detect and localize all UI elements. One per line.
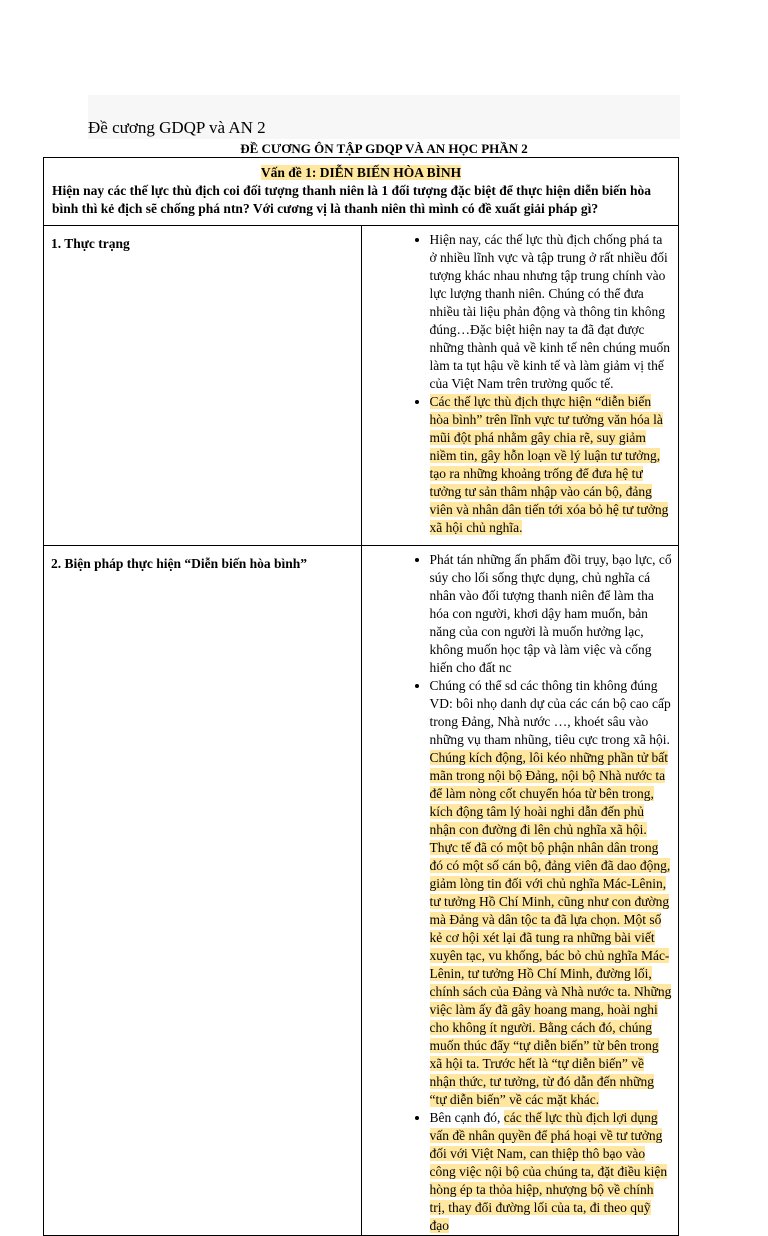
- bullet-list: [362, 231, 673, 537]
- bullet-item: [430, 551, 673, 677]
- topic-row: [44, 158, 679, 226]
- bullet-item: [430, 677, 673, 1109]
- bullet-text: Hiện nay, các thế lực thù địch chống phá ta ở nhiều lĩnh vực và tập trung ở rất nhiều đối tượng khác nhau nhưng tập trung chính vào lực lượng thanh niên. Chúng có thể đưa nhiều tài liệu phản động và thông tin không đúng…Đặc biệt hiện nay ta đã đạt được những thành quả về kinh tế nên chúng muốn làm ta tụt hậu về kinh tế và làm giảm vị thế của Việt Nam trên trường quốc tế.: [429, 232, 671, 391]
- bullet-list: [362, 551, 673, 1235]
- table-row: [44, 546, 679, 1236]
- bullet-text: Bên cạnh đó,: [429, 1110, 504, 1125]
- topic-title-text: Vấn đề 1: DIỄN BIẾN HÒA BÌNH: [260, 165, 462, 180]
- topic-title: [52, 164, 670, 181]
- row-content: [361, 226, 679, 546]
- topic-question: Hiện nay các thế lực thù địch coi đối tượng thanh niên là 1 đối tượng đặc biệt để thực hiện diễn biến hòa bình thì kẻ địch sẽ chống phá ntn? Với cương vị là thanh niên thì mình có đề xuất giải pháp gì?: [52, 183, 652, 216]
- table-row: [44, 226, 679, 546]
- main-heading: ĐỀ CƯƠNG ÔN TẬP GDQP VÀ AN HỌC PHẦN 2: [240, 141, 528, 156]
- bullet-highlighted-text: Các thế lực thù địch thực hiện “diễn biến hòa bình” trên lĩnh vực tư tưởng văn hóa là mũi đột phá nhằm gây chia rẽ, suy giảm niềm tin, gây hỗn loạn về lý luận tư tưởng, tạo ra những khoảng trống để đưa hệ tư tưởng tư sản thâm nhập vào cán bộ, đảng viên và nhân dân tiến tới xóa bỏ hệ tư tưởng xã hội chủ nghĩa.: [429, 394, 669, 535]
- document-title: Đề cương GDQP và AN 2: [88, 118, 266, 137]
- outline-table: [43, 157, 679, 1236]
- bullet-highlighted-text: Chúng kích động, lôi kéo những phần tử bất mãn trong nội bộ Đảng, nội bộ Nhà nước ta để làm nòng cốt chuyển hóa từ bên trong, kích động tâm lý hoài nghi dẫn đến phủ nhận con đường đi lên chủ nghĩa xã hội. Thực tế đã có một bộ phận nhân dân trong đó có một số cán bộ, đảng viên đã dao động, giảm lòng tin đối với chủ nghĩa Mác-Lênin, tư tưởng Hồ Chí Minh, cũng như con đường mà Đảng và dân tộc ta đã lựa chọn. Một số kẻ cơ hội xét lại đã tung ra những bài viết xuyên tạc, vu khống, bác bỏ chủ nghĩa Mác-Lênin, tư tưởng Hồ Chí Minh, đường lối, chính sách của Đảng và Nhà nước ta. Những việc làm ấy đã gây hoang mang, hoài nghi cho không ít người. Bằng cách đó, chúng muốn thúc đẩy “tự diễn biến” từ bên trong xã hội ta. Trước hết là “tự diễn biến” về nhận thức, tư tưởng, từ đó dẫn đến những “tự diễn biến” về các mặt khác.: [429, 750, 672, 1107]
- bullet-text: Chúng có thể sd các thông tin không đúng VD: bôi nhọ danh dự của các cán bộ cao cấp trong Đảng, Nhà nước …, khoét sâu vào những vụ tham nhũng, tiêu cực trong xã hội.: [429, 678, 671, 747]
- bullet-item: [430, 1109, 673, 1235]
- bullet-highlighted-text: các thế lực thù địch lợi dụng vấn đề nhân quyền để phá hoại về tư tưởng đối với Việt Nam, can thiệp thô bạo vào công việc nội bộ của chúng ta, đặt điều kiện hòng ép ta thỏa hiệp, nhượng bộ về chính trị, thay đổi đường lối của ta, đi theo quỹ đạo: [429, 1110, 668, 1233]
- row-label: 1. Thực trạng: [44, 226, 362, 546]
- bullet-item: [430, 231, 673, 393]
- row-content: [361, 546, 679, 1236]
- row-label: 2. Biện pháp thực hiện “Diễn biến hòa bình”: [44, 546, 362, 1236]
- topic-cell: [44, 158, 679, 226]
- bullet-text: Phát tán những ấn phẩm đồi trụy, bạo lực, cổ súy cho lối sống thực dụng, chủ nghĩa cá nhân vào đối tượng thanh niên để làm tha hóa con người, khơi dậy ham muốn, bản năng của con người là muốn hưởng lạc, không muốn học tập và làm việc và cống hiến cho đất nc: [429, 552, 672, 675]
- bullet-item: [430, 393, 673, 537]
